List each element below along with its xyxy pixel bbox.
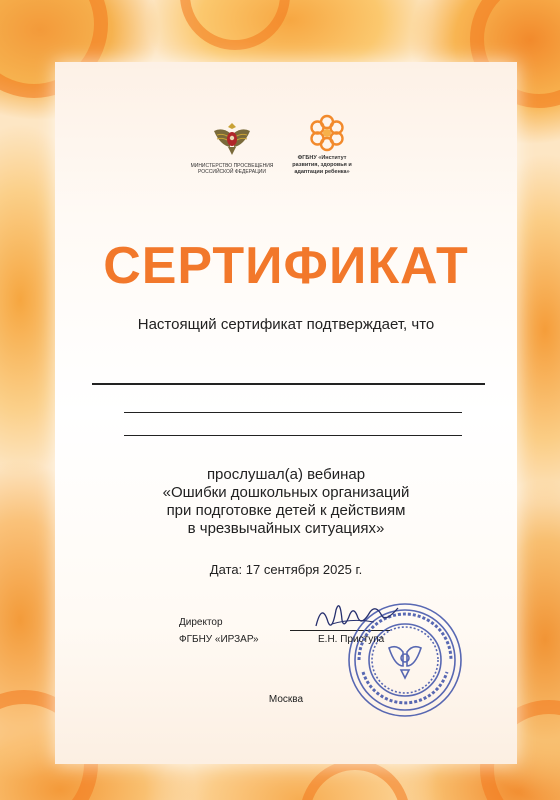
institute-flower-icon — [307, 113, 347, 153]
name-line — [92, 383, 485, 385]
body-line: при подготовке детей к действиям — [166, 502, 406, 519]
institute-label: ФГБНУ «Институт развития, здоровья и адаптации ребенка» — [292, 155, 352, 175]
name-line — [124, 412, 462, 413]
name-line — [124, 435, 462, 436]
decor-swirl — [300, 760, 410, 800]
decor-swirl — [180, 0, 290, 50]
date-text: Дата: 17 сентября 2025 г. — [209, 562, 363, 577]
signer-role: Директор — [179, 617, 223, 628]
city-text: Москва — [268, 694, 304, 705]
ministry-emblem-icon — [210, 117, 254, 161]
signer-org: ФГБНУ «ИРЗАР» — [179, 634, 259, 645]
certificate-title: СЕРТИФИКАТ — [103, 237, 469, 295]
ministry-label: МИНИСТЕРСТВО ПРОСВЕЩЕНИЯ РОССИЙСКОЙ ФЕДЕРАЦИИ — [190, 163, 274, 175]
body-line: прослушал(а) вебинар — [206, 466, 366, 483]
signer-name: Е.Н. Приступа — [318, 634, 385, 645]
body-line: в чрезвычайных ситуациях» — [187, 520, 385, 537]
signature-icon — [312, 596, 402, 636]
body-line: «Ошибки дошкольных организаций — [162, 484, 410, 501]
webinar-text — [55, 466, 517, 538]
confirm-text: Настоящий сертификат подтверждает, что — [137, 316, 435, 333]
